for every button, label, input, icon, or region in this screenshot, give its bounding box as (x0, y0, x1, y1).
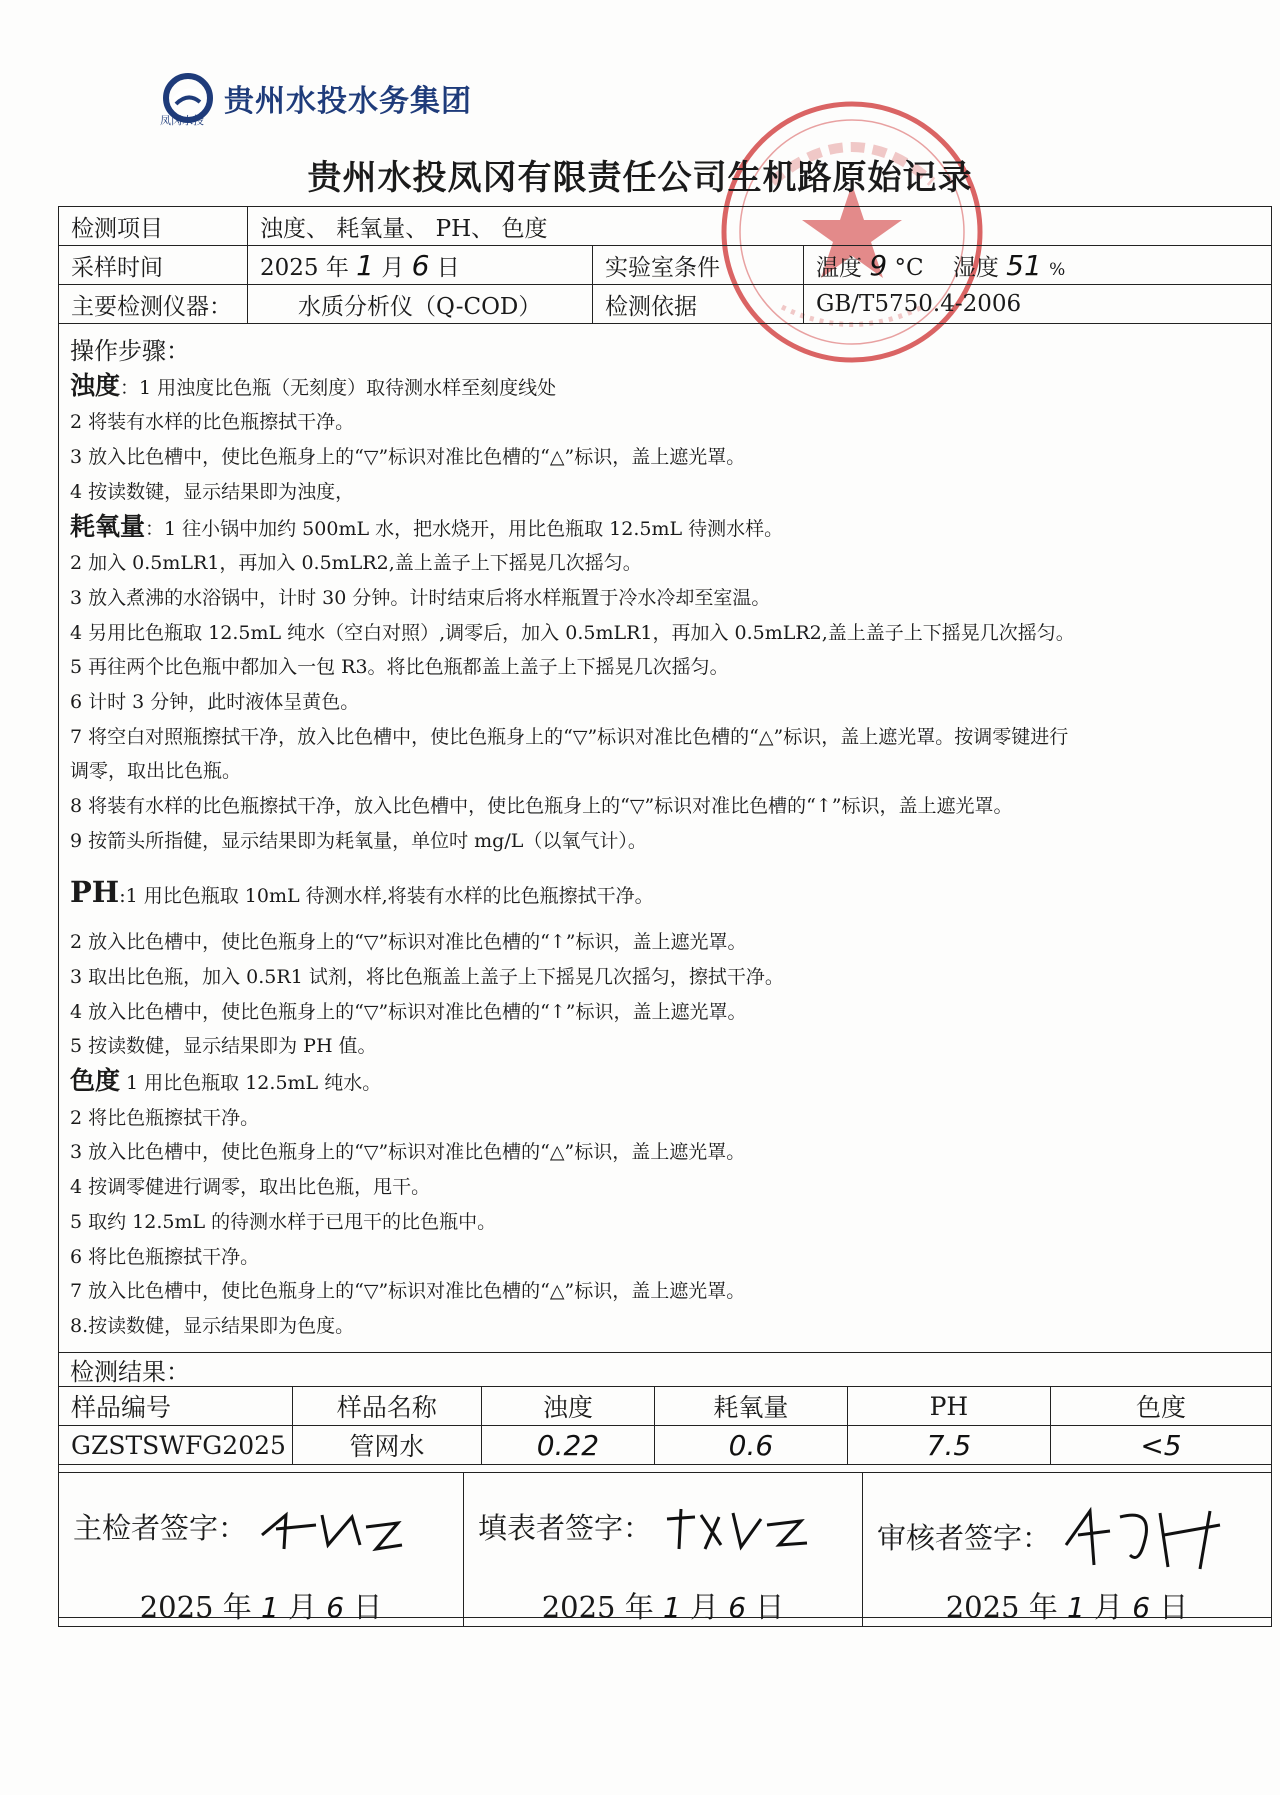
brand-name: 贵州水投水务集团 (224, 84, 472, 119)
cod-step: 3 放入煮沸的水浴锅中，计时 30 分钟。计时结束后将水样瓶置于冷水冷却至室温。 (70, 586, 771, 609)
color-step: 2 将比色瓶擦拭干净。 (70, 1106, 260, 1129)
column-header: 样品编号 (59, 1387, 293, 1426)
reviewer-label: 审核者签字： (877, 1521, 1052, 1555)
ph-step: 2 放入比色槽中，使比色瓶身上的“▽”标识对准比色槽的“↑”标识，盖上遮光罩。 (70, 931, 747, 954)
turbidity-step: 浊度：1 用浊度比色瓶（无刻度）取待测水样至刻度线处 (70, 370, 557, 400)
basis-label: 检测依据 (593, 285, 804, 324)
color-step: 8.按读数健，显示结果即为色度。 (70, 1314, 355, 1337)
basis-value: GB/T5750.4-2006 (804, 285, 1272, 324)
turbidity-step: 3 放入比色槽中，使比色瓶身上的“▽”标识对准比色槽的“△”标识，盖上遮光罩。 (70, 446, 746, 469)
divider (58, 1352, 1272, 1353)
cod-step: 8 将装有水样的比色瓶擦拭干净，放入比色槽中，使比色瓶身上的“▽”标识对准比色槽的“↑”标识，盖上遮光罩。 (70, 795, 1013, 818)
brand-logo (160, 70, 472, 126)
cod-step: 7 将空白对照瓶擦拭干净，放入比色槽中，使比色瓶身上的“▽”标识对准比色槽的“△”标识，盖上遮光罩。按调零键进行 (70, 725, 1069, 748)
filler-label: 填表者签字： (478, 1511, 653, 1545)
instrument-value: 水质分析仪（Q-COD） (248, 285, 593, 324)
sample-time-label: 采样时间 (59, 246, 248, 285)
turbidity-step: 4 按读数键，显示结果即为浊度， (70, 480, 355, 503)
column-header: 耗氧量 (654, 1387, 847, 1426)
ph-step: 4 放入比色槽中，使比色瓶身上的“▽”标识对准比色槽的“↑”标识，盖上遮光罩。 (70, 1000, 747, 1023)
temp-handwritten: 9 (869, 248, 888, 282)
sample-name-cell: 管网水 (292, 1426, 481, 1465)
color-result-cell: <5 (1050, 1426, 1271, 1465)
signature-icon (256, 1505, 406, 1555)
instrument-label: 主要检测仪器： (59, 285, 248, 324)
cod-step: 6 计时 3 分钟，此时液体呈黄色。 (70, 691, 360, 714)
inspector-signature-cell: 主检者签字： 2025 年 1 月 6 日 (59, 1473, 464, 1627)
cod-step: 2 加入 0.5mLR1，再加入 0.5mLR2,盖上盖子上下摇晃几次摇匀。 (70, 552, 642, 575)
turbidity-result-cell: 0.22 (481, 1426, 654, 1465)
ph-step: PH:1 用比色瓶取 10mL 待测水样,将装有水样的比色瓶擦拭干净。 (70, 874, 654, 909)
signature-table (58, 1472, 1272, 1627)
column-header: 色度 (1050, 1387, 1271, 1426)
brand-subtitle: 凤冈水投 (160, 114, 204, 127)
item-value: 浊度、 耗氧量、 PH、 色度 (248, 207, 1272, 246)
cod-step: 调零，取出比色瓶。 (70, 760, 242, 783)
color-step: 7 放入比色槽中，使比色瓶身上的“▽”标识对准比色槽的“△”标识，盖上遮光罩。 (70, 1280, 746, 1303)
results-header-row (59, 1387, 1272, 1426)
inspector-label: 主检者签字： (73, 1511, 248, 1545)
color-step: 4 按调零健进行调零，取出比色瓶，甩干。 (70, 1176, 431, 1199)
column-header: 浊度 (481, 1387, 654, 1426)
sample-time-value: 2025 年 1 月 6 日 (248, 246, 593, 285)
turbidity-step: 2 将装有水样的比色瓶擦拭干净。 (70, 411, 355, 434)
humidity-handwritten: 51 (1006, 248, 1042, 282)
signature-icon (661, 1505, 811, 1555)
color-step: 色度 1 用比色瓶取 12.5mL 纯水。 (70, 1066, 382, 1096)
cod-step: 耗氧量：1 往小锅中加约 500mL 水，把水烧开，用比色瓶取 12.5mL 待测水样。 (70, 511, 784, 541)
ph-result-cell: 7.5 (847, 1426, 1050, 1465)
results-label: 检测结果： (70, 1358, 190, 1386)
sample-day-handwritten: 6 (411, 248, 430, 282)
table-row (59, 1426, 1272, 1465)
sample-id-cell: GZSTSWFG2025 (59, 1426, 293, 1465)
info-table (58, 206, 1272, 324)
procedure-section (70, 334, 1265, 1344)
page-title: 贵州水投凤冈有限责任公司生机路原始记录 (307, 158, 973, 198)
results-table (58, 1386, 1272, 1465)
cod-step: 5 再往两个比色瓶中都加入一包 R3。将比色瓶都盖上盖子上下摇晃几次摇匀。 (70, 656, 729, 679)
ph-step: 5 按读数健，显示结果即为 PH 值。 (70, 1035, 377, 1058)
lab-conditions: 温度 9 °C 湿度 51 % (804, 246, 1272, 285)
item-label: 检测项目 (59, 207, 248, 246)
color-step: 3 放入比色槽中，使比色瓶身上的“▽”标识对准比色槽的“△”标识，盖上遮光罩。 (70, 1141, 746, 1164)
filler-signature-cell: 填表者签字： 2025 年 1 月 6 日 (464, 1473, 863, 1627)
cod-step: 4 另用比色瓶取 12.5mL 纯水（空白对照）,调零后，加入 0.5mLR1，再加入 0.5mLR2,盖上盖子上下摇晃几次摇匀。 (70, 621, 1075, 644)
procedure-heading: 操作步骤： (70, 337, 190, 365)
column-header: PH (847, 1387, 1050, 1426)
signature-icon (1060, 1505, 1230, 1575)
lab-label: 实验室条件 (593, 246, 804, 285)
sample-month-handwritten: 1 (356, 248, 374, 282)
color-step: 5 取约 12.5mL 的待测水样于已甩干的比色瓶中。 (70, 1210, 497, 1233)
cod-result-cell: 0.6 (654, 1426, 847, 1465)
column-header: 样品名称 (292, 1387, 481, 1426)
color-step: 6 将比色瓶擦拭干净。 (70, 1245, 260, 1268)
cod-step: 9 按箭头所指健，显示结果即为耗氧量，单位吋 mg/L（以氧气计）。 (70, 829, 647, 852)
reviewer-signature-cell: 审核者签字： 2025 年 1 月 6 日 (863, 1473, 1272, 1627)
ph-step: 3 取出比色瓶，加入 0.5R1 试剂，将比色瓶盖上盖子上下摇晃几次摇匀，擦拭干净。 (70, 965, 784, 988)
